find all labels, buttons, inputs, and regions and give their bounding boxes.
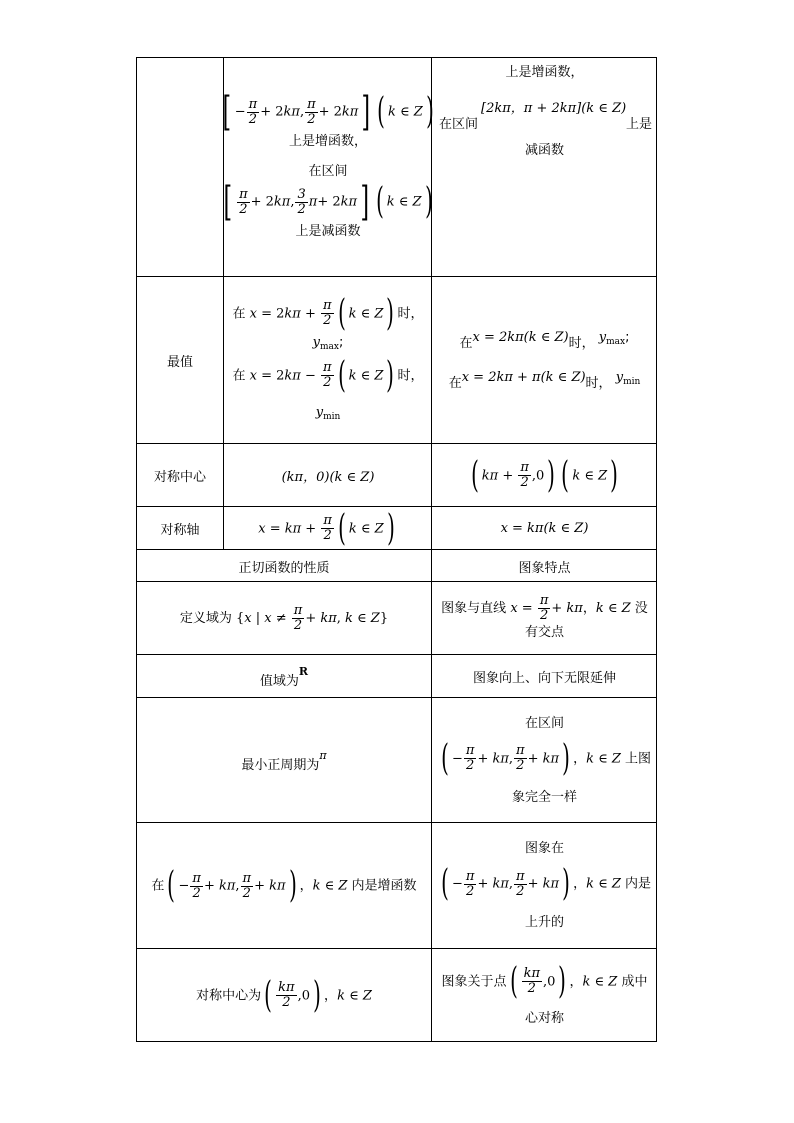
tan-period-left: [136, 698, 432, 823]
document-page: [136, 57, 657, 1042]
tan-range-feature: 图象向上、向下无限延伸: [472, 671, 616, 686]
row-axis-cos: [432, 507, 657, 550]
interval-increasing: [ − $\frac{\pi}{2}$ + 2kπ, $\frac{\pi}{2}$ + 2kπ] ( k ∈ Z): [222, 89, 434, 135]
row-extreme-sin: [224, 277, 432, 444]
tan-range-right: [432, 655, 657, 698]
cos-interval-line: [437, 97, 652, 131]
tan-range-expr: 值域为$^R$: [259, 664, 309, 689]
row-axis-sin: [224, 507, 432, 550]
row-mono-cos: [432, 57, 657, 277]
mono-increasing-text: 上是增函数，: [288, 134, 367, 149]
ymax-value: $y_{max}$;: [312, 334, 344, 352]
cos-increasing-text: 上是增函数，: [505, 65, 584, 80]
tan-domain-expr: 定义域为 {x | x ≠ $\frac{\pi}{2}$ + kπ, k ∈ Z}: [179, 603, 389, 633]
interval-decreasing: [ $\frac{\pi}{2}$ + 2kπ, $\frac{3}{2}$ π+ 2kπ] ( k ∈ Z): [223, 179, 433, 225]
mono-zone-text: 在区间: [308, 164, 348, 179]
axis-label: 对称轴: [160, 523, 200, 538]
tan-header-right: [432, 550, 657, 582]
tan-period-expr: 最小正周期为$^\pi$: [241, 748, 327, 773]
tan-period-line3: 象完全一样: [511, 789, 577, 805]
extreme-label: 最值: [166, 355, 193, 370]
row-center-sin: [224, 444, 432, 507]
sin-center-expr: (kπ，0)(k ∈ Z): [281, 470, 375, 485]
tan-center-left: [136, 949, 432, 1042]
tan-asymptote-line2: 有交点: [524, 625, 564, 640]
row-center-label: [136, 444, 224, 507]
tan-center-expr: 对称中心为( $\frac{k\pi}{2}$ ,0) ，k ∈ Z: [196, 974, 372, 1016]
tan-header-left: [136, 550, 432, 582]
cos-shi-text: 上是: [625, 117, 652, 132]
row-mono-sin: [224, 57, 432, 277]
tan-range-left: [136, 655, 432, 698]
tan-mono-interval: ( − $\frac{\pi}{2}$ + kπ, $\frac{\pi}{2}$ + kπ) ，k ∈ Z 内是: [441, 863, 652, 904]
tan-properties-heading: 正切函数的性质: [238, 560, 330, 576]
tan-mono-line3: 上升的: [524, 915, 564, 930]
tan-mono-expr: 在( − $\frac{\pi}{2}$ + kπ, $\frac{\pi}{2}$ + kπ) ，k ∈ Z 内是增函数: [151, 865, 417, 906]
tan-asymptote-line: 图象与直线 x = $\frac{\pi}{2}$ + kπ，k ∈ Z 没: [441, 593, 648, 623]
row-axis-label: [136, 507, 224, 550]
cos-max-line: 在x = 2kπ(k ∈ Z)时， $y_{max}$;: [459, 329, 630, 351]
ymin-value: $y_{min}$: [315, 404, 341, 422]
mono-decreasing-text: 上是减函数: [295, 224, 361, 239]
tan-domain-right: [432, 582, 657, 655]
cos-min-line: 在x = 2kπ + π(k ∈ Z)时， $y_{min}$: [448, 369, 641, 391]
tan-mono-left: [136, 823, 432, 949]
sin-axis-expr: x = kπ + $\frac{\pi}{2}$ ( k ∈ Z): [258, 507, 395, 549]
cos-decreasing-text: 减函数: [524, 143, 564, 158]
cos-decreasing-interval: [2kπ，π + 2kπ](k ∈ Z): [481, 101, 627, 116]
cos-center-expr: ( kπ + $\frac{\pi}{2}$ ,0) ( k ∈ Z): [470, 454, 619, 496]
tan-mono-line1: 图象在: [524, 841, 564, 856]
tan-period-interval: ( − $\frac{\pi}{2}$ + kπ, $\frac{\pi}{2}$ + kπ) ，k ∈ Z 上图: [441, 737, 652, 779]
tan-period-line1: 在区间: [524, 715, 564, 731]
max-condition: 在 x = 2kπ + $\frac{\pi}{2}$ ( k ∈ Z) 时，: [232, 292, 424, 334]
tan-center-line2: 心对称: [524, 1010, 564, 1026]
cos-zone-text: 在区间: [439, 117, 479, 132]
tan-domain-left: [136, 582, 432, 655]
min-condition: 在 x = 2kπ − $\frac{\pi}{2}$ ( k ∈ Z) 时，: [232, 354, 424, 396]
cos-axis-expr: x = kπ(k ∈ Z): [500, 521, 589, 536]
row-extreme-label: [136, 277, 224, 444]
row-mono-label: [136, 57, 224, 277]
tan-mono-right: [432, 823, 657, 949]
graph-features-heading: 图象特点: [518, 560, 571, 576]
tan-center-right: [432, 949, 657, 1042]
tan-period-right: [432, 698, 657, 823]
tan-center-feature: 图象关于点( $\frac{k\pi}{2}$ ,0) ，k ∈ Z 成中: [441, 960, 648, 1002]
center-label: 对称中心: [153, 470, 206, 485]
row-extreme-cos: [432, 277, 657, 444]
row-center-cos: [432, 444, 657, 507]
